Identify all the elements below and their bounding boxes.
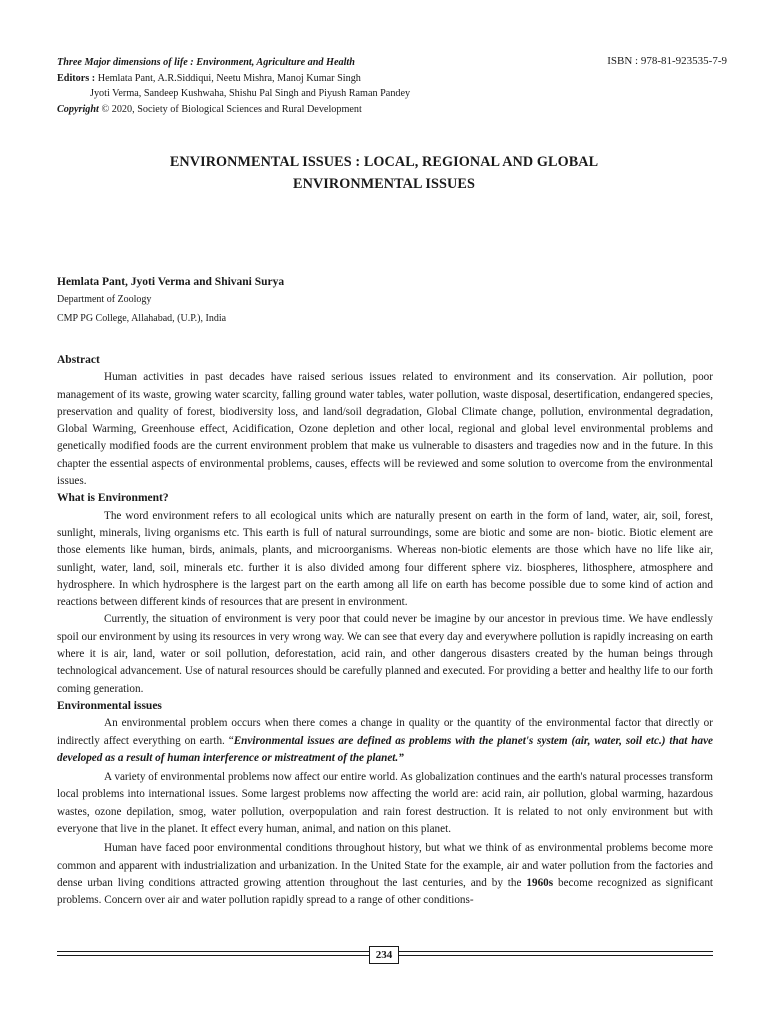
abstract-text: Human activities in past decades have raised serious issues related to environment and its conservation. Air pollution, poor management of its waste, growing water scarcity, falling ground water tables, water pollution, waste disposal, desertification, endangered species, preservation and quality of forest, biodiversity loss, and land/soil degradation, Global Climate change, pollution, environmental degradation, Global Warming, Greenhouse effect, Acidification, Ozone depletion and other local, regional and global level environmental problems and genetically modified foods are the current environment problem that make us vulnerable to disasters and tragedies now and in the future. In this chapter the essential aspects of environmental problems, causes, effects will be reviewed and some solution to overcome from the environmental issues. (57, 371, 713, 488)
page-number: 234 (369, 946, 399, 964)
paragraph: Currently, the situation of environment is very poor that could never be imagine by our ancestor in previous time. We have endlessly spoil our environment by using its resources in very wrong way. We can see that every day and everywhere pollution is rapidly increasing on earth where it is air, land, water or soil pollution, deforestation, acid rain, and other dangerous disasters created by the human beings through technological advancement. Use of natural resources should be carefully planned and executed. For providing a better and healthy life to our forth coming generation. (57, 613, 713, 695)
editors-line-1: Editors : Hemlata Pant, A.R.Siddiqui, Neetu Mishra, Manoj Kumar Singh (57, 72, 361, 84)
chapter-title (60, 151, 708, 195)
paragraph: The word environment refers to all ecological units which are naturally present on earth in the form of land, water, air, soil, forest, sunlight, minerals, living organisms etc. This earth is full of natural surroundings, some are biotic and some are non- biotic. Biotic element are those elements like human, birds, animals, plants, and microorganisms. Whereas non-biotic elements are those which have no life like air, sunlight, water, land, soil, minerals etc. further it is also divided among four different sphere viz. biospheres, lithosphere, atmosphere and hydrosphere. In which hydrosphere is the largest part on the earth among all life on earth has become possible due to some kind of action and reactions between different kinds of resources that are present in environment. (57, 509, 713, 609)
paragraph: Human have faced poor environmental conditions throughout history, but what we think of as environmental problems become more common and apparent with industrialization and urbanization. In the United State for the example, air and water pollution from the factories and dense urban living conditions attracted growing attention throughout the last centuries, and by the 1960s become recognized as significant problems. Concern over air and water pollution rapidly spread to a range of other conditions- (57, 842, 714, 907)
book-title: Three Major dimensions of life : Environment, Agriculture and Health (57, 57, 355, 68)
authors: Hemlata Pant, Jyoti Verma and Shivani Surya (57, 276, 285, 288)
abstract-heading: Abstract (57, 354, 100, 366)
editors-line-2: Jyoti Verma, Sandeep Kushwaha, Shishu Pal Singh and Piyush Raman Pandey (90, 88, 411, 99)
isbn: ISBN : 978-81-923535-7-9 (607, 55, 727, 67)
chapter-title-line-1: ENVIRONMENTAL ISSUES : LOCAL, REGIONAL AND GLOBAL (169, 154, 599, 170)
copyright-line: Copyright © 2020, Society of Biological Sciences and Rural Development (57, 103, 362, 115)
paragraph: A variety of environmental problems now affect our entire world. As globalization continues and the earth's natural processes transform local problems into international issues. Some largest problems now affecting the world are: acid rain, air pollution, global warming, hazardous wastes, ozone depilation, smog, water pollution, overpopulation and rain forest destruction. It is related to not only environment but with everyone that live in the planet. It effect every human, animal, and nation on this planet. (57, 771, 713, 836)
affiliation-college: CMP PG College, Allahabad, (U.P.), India (57, 313, 227, 324)
definition-quote: Environmental issues are defined as problems with the planet's system (air, water, soil etc.) that have developed as a result of human interference or mistreatment of the planet.” (57, 734, 714, 764)
affiliation-department: Department of Zoology (57, 294, 152, 305)
paragraph: An environmental problem occurs when there comes a change in quality or the quantity of the environmental factor that directly or indirectly affect everything on earth. “Environmental issues are defined as problems with the planet's system (air, water, soil etc.) that have developed as a result of human interference or mistreatment of the planet.” (57, 717, 714, 764)
section-heading-what-is-environment: What is Environment? (57, 492, 169, 505)
chapter-title-line-2: ENVIRONMENTAL ISSUES (293, 176, 475, 192)
section-heading-environmental-issues: Environmental issues (57, 699, 162, 712)
chapter-body (57, 352, 713, 910)
